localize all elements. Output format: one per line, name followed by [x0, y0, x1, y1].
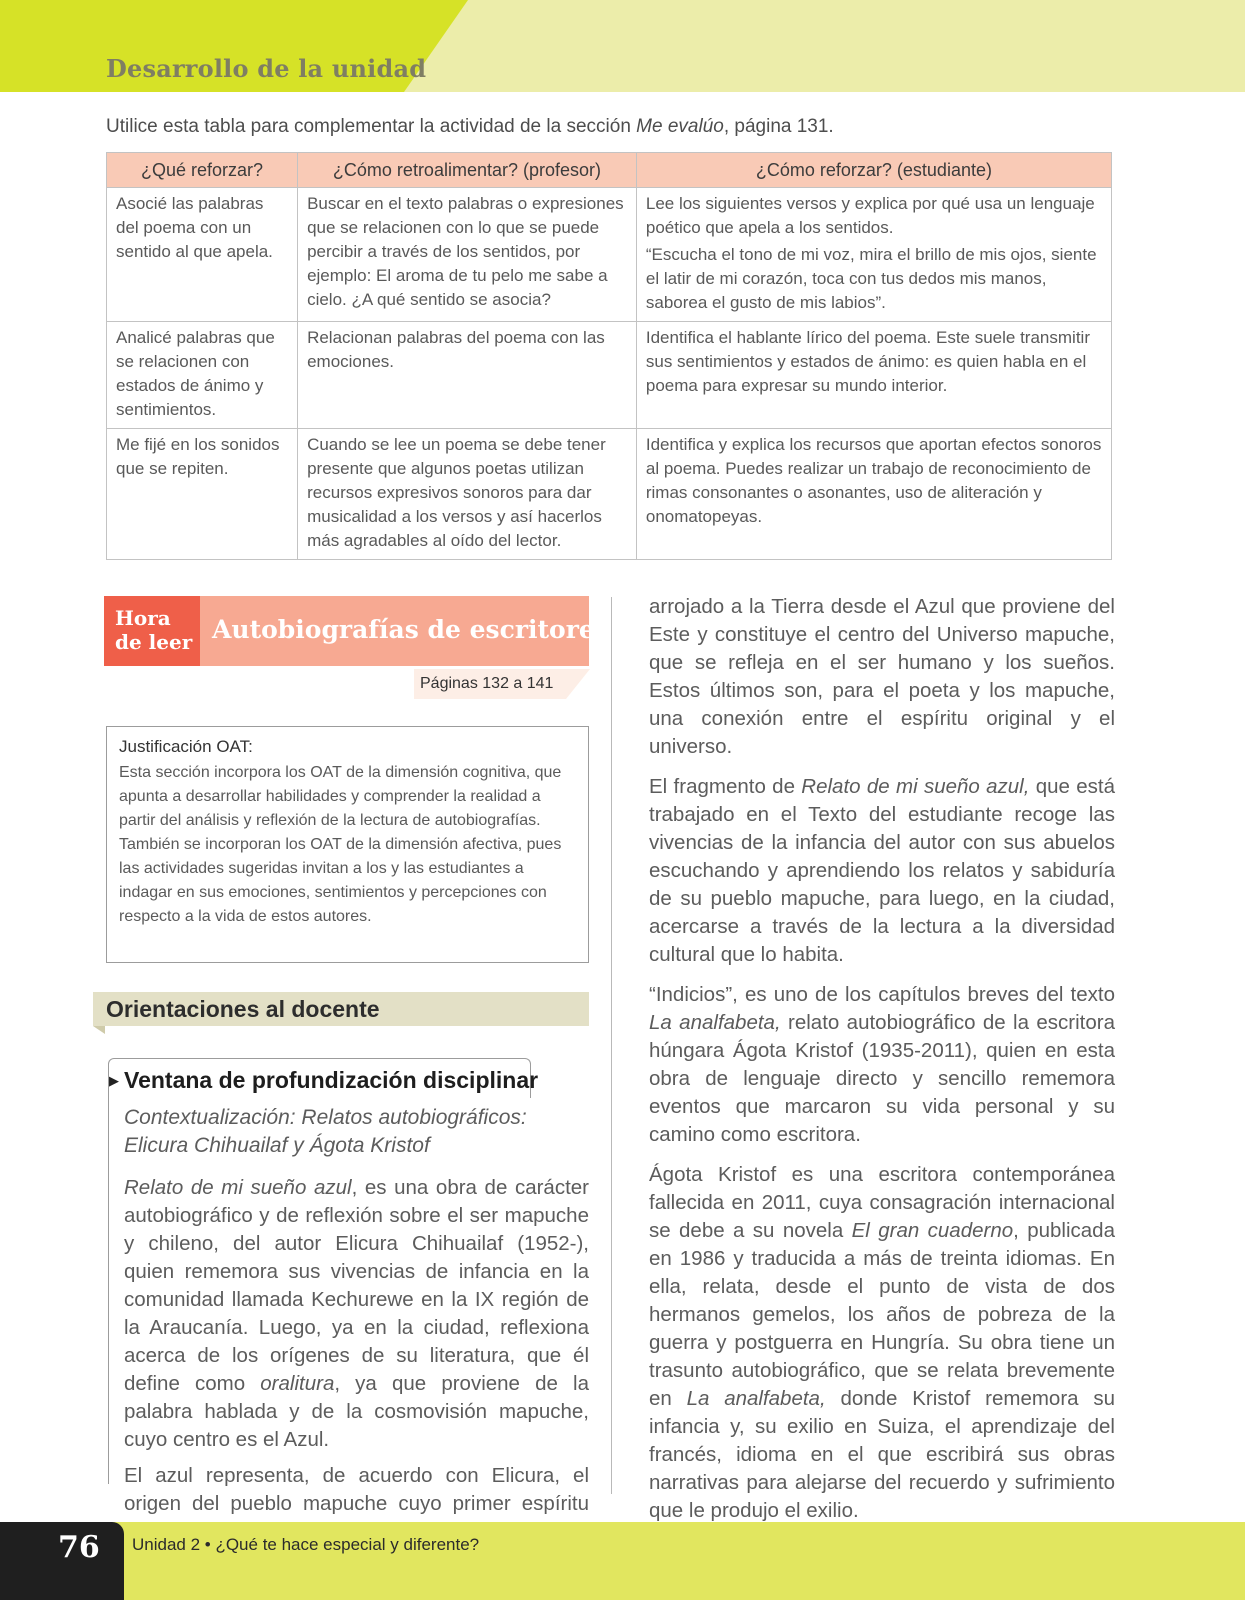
oat-text: Esta sección incorpora los OAT de la dimensión cognitiva, que apunta a desarrollar habilidades y comprender la realidad a partir del análisis y reflexión de la lectura de autobiografías. También se incorporan los OAT de la dimensión afectiva, pues las actividades sugeridas invitan a los y las estudiantes a indagar en sus emociones, sentimientos y percepciones con respecto a la vida de estos autores.: [119, 764, 562, 925]
table-cell: Cuando se lee un poema se debe tener presente que algunos poetas utilizan recursos expresivos sonoros para dar musicalidad a los versos y así hacerlos más agradables al oído del lector.: [298, 429, 637, 560]
oat-justification-box: [106, 726, 589, 963]
right-column-text: [649, 593, 1115, 1537]
intro-text: Utilice esta tabla para complementar la actividad de la sección Me evalúo, página 131.: [106, 116, 834, 137]
paragraph: “Indicios”, es uno de los capítulos breves del texto La analfabeta, relato autobiográfico de la escritora húngara Ágota Kristof (1935-2011), quien en esta obra de lenguaje directo y sencillo rememora eventos que marcaron su vida personal y su camino como escritora.: [649, 983, 1115, 1146]
table-cell: Identifica el hablante lírico del poema. Este suele transmitir sus sentimientos y estados de ánimo: es quien habla en el poema para expresar su mundo interior.: [636, 322, 1111, 429]
table-cell: Analicé palabras que se relacionen con estados de ánimo y sentimientos.: [107, 322, 298, 429]
table-cell: [636, 188, 1111, 322]
paragraph: El azul representa, de acuerdo con Elicura, el origen del pueblo mapuche cuyo primer espíritu: [124, 1464, 589, 1515]
table-cell: Asocié las palabras del poema con un sentido al que apela.: [107, 188, 298, 322]
footer-band: [0, 1522, 1245, 1600]
page-number: 76: [58, 1530, 100, 1565]
table-header-cell: ¿Qué reforzar?: [107, 153, 298, 188]
table-cell: Identifica y explica los recursos que aportan efectos sonoros al poema. Puedes realizar un trabajo de reconocimiento de rimas consonantes o asonantes, uso de aliteración y onomatopeyas.: [636, 429, 1111, 560]
table-header-row: [107, 153, 1112, 188]
paragraph: Relato de mi sueño azul, es una obra de carácter autobiográfico y de reflexión sobre el ser mapuche y chileno, del autor Elicura Chihuailaf (1952-), quien rememora sus vivencias de infancia en la comunidad llamada Kechurewe en la IX región de la Araucanía. Luego, ya en la ciudad, reflexiona acerca de los orígenes de su literatura, que él define como oralitura, ya que proviene de la palabra hablada y de la cosmovisión mapuche, cuyo centro es el Azul.: [124, 1176, 589, 1451]
contextualizacion-heading: Contextualización: Relatos autobiográficos: Elicura Chihuailaf y Ágota Kristof: [124, 1106, 527, 1157]
ventana-title: Ventana de profundización disciplinar: [124, 1067, 539, 1093]
table-row: [107, 322, 1112, 429]
table-row: [107, 429, 1112, 560]
table-row: [107, 188, 1112, 322]
triangle-right-icon: ▶: [109, 1073, 119, 1088]
ventana-left-rule: [108, 1098, 109, 1484]
paragraph: arrojado a la Tierra desde el Azul que proviene del Este y constituye el centro del Universo mapuche, que se refleja en el ser humano y los sueños. Estos últimos son, para el poeta y los mapuche, una conexión entre el espíritu original y el universo.: [649, 595, 1115, 758]
cell-paragraph: Lee los siguientes versos y explica por qué usa un lenguaje poético que apela a los sentidos.: [645, 194, 1095, 237]
oat-title: Justificación OAT:: [119, 737, 253, 756]
footer-unit-title: Unidad 2 • ¿Qué te hace especial y diferente?: [132, 1535, 480, 1554]
table-header-cell: ¿Cómo reforzar? (estudiante): [636, 153, 1111, 188]
table-cell: Me fijé en los sonidos que se repiten.: [107, 429, 298, 560]
paragraph: Ágota Kristof es una escritora contemporánea fallecida en 2011, cuya consagración internacional se debe a su novela El gran cuaderno, publicada en 1986 y traducida a más de treinta idiomas. En ella, relata, desde el punto de vista de dos hermanos gemelos, los años de pobreza de la guerra y postguerra en Hungría. Su obra tiene un trasunto autobiográfico, que se relata brevemente en La analfabeta, donde Kristof rememora su infancia y, su exilio en Suiza, el aprendizaje del francés, idioma en el que escribirá sus obras narrativas para alejarse del recuerdo y sufrimiento que le produjo el exilio.: [649, 1163, 1115, 1522]
column-divider: [611, 597, 612, 1494]
hora-line-2: de leer: [115, 630, 193, 654]
hora-line-1: Hora: [115, 606, 171, 630]
paragraph: El fragmento de Relato de mi sueño azul, que está trabajado en el Texto del estudiante recoge las vivencias de la infancia del autor con sus abuelos escuchando y aprendiendo los relatos y sabiduría de su pueblo mapuche, para luego, en la ciudad, acercarse a través de la lectura a la diversidad cultural que lo habita.: [649, 775, 1116, 966]
reinforcement-table: [106, 152, 1112, 560]
table-cell: Relacionan palabras del poema con las emociones.: [298, 322, 637, 429]
hora-de-leer-badge: [104, 596, 200, 666]
table-cell: Buscar en el texto palabras o expresiones que se relacionen con lo que se puede percibir a través de los sentidos, por ejemplo: El aroma de tu pelo me sabe a cielo. ¿A qué sentido se asocia?: [298, 188, 637, 322]
orientaciones-title: Orientaciones al docente: [106, 996, 380, 1022]
cell-paragraph: “Escucha el tono de mi voz, mira el brillo de mis ojos, siente el latir de mi corazón, toca con tus dedos mis manos, saborea el gusto de mis labios”.: [645, 245, 1097, 312]
table-header-cell: ¿Cómo retroalimentar? (profesor): [298, 153, 637, 188]
section-title: Desarrollo de la unidad: [106, 54, 427, 83]
autobiografias-title: Autobiografías de escritores: [212, 615, 609, 644]
pages-reference: Páginas 132 a 141: [420, 675, 554, 692]
orientaciones-bar-tail: [93, 1026, 105, 1034]
left-column-text: [124, 1174, 589, 1554]
